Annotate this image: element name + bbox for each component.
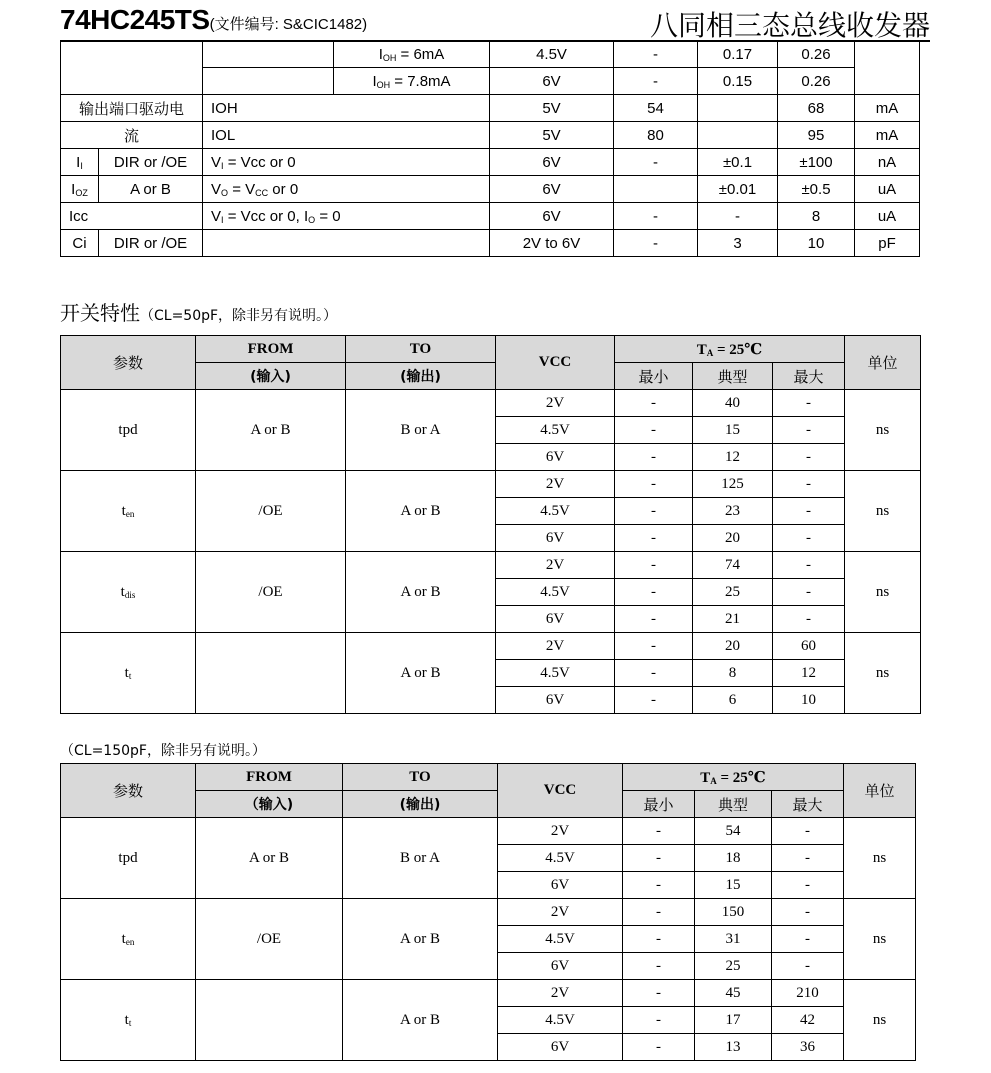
cell-min: - (615, 606, 693, 633)
table-cell: 95 (778, 122, 855, 149)
cell-min: - (615, 390, 693, 417)
cell-vcc: 4.5V (496, 498, 615, 525)
cell-unit: ns (844, 980, 916, 1061)
cell-min: - (623, 1034, 695, 1061)
table-cell: Icc (61, 203, 203, 230)
cell-min: - (615, 498, 693, 525)
table-cell (203, 68, 334, 95)
table-row (61, 203, 920, 230)
cell-vcc: 2V (496, 471, 615, 498)
table-row (61, 149, 920, 176)
col-header-to-cn: (输出) (400, 369, 441, 385)
cell-typ: 18 (695, 845, 772, 872)
table-cell: IOH (203, 95, 490, 122)
cell-min: - (615, 552, 693, 579)
table-cell: 68 (778, 95, 855, 122)
switching-table-150pf (60, 763, 916, 1061)
table-cell: 6V (490, 176, 614, 203)
cell-vcc: 2V (496, 633, 615, 660)
cell-to: B or A (343, 818, 498, 899)
cell-max: - (773, 606, 845, 633)
cell-typ: 20 (693, 525, 773, 552)
cell-from: /OE (196, 471, 346, 552)
table-row (61, 471, 921, 498)
table-cell: pF (855, 230, 920, 257)
col-header-to: TO (346, 336, 496, 363)
table-cell: 8 (778, 203, 855, 230)
col-header-typ: 典型 (693, 363, 773, 390)
cell-from: A or B (196, 390, 346, 471)
table-cell (698, 122, 778, 149)
table-cell: - (698, 203, 778, 230)
table-row (61, 552, 921, 579)
cell-param: tpd (61, 818, 196, 899)
cell-unit: ns (845, 390, 921, 471)
cell-max: - (773, 444, 845, 471)
cell-vcc: 6V (496, 606, 615, 633)
table-cell: mA (855, 122, 920, 149)
doc-number: (文件编号: S&CIC1482) (209, 16, 368, 33)
cell-typ: 40 (693, 390, 773, 417)
table-cell (203, 230, 490, 257)
col-header-vcc: VCC (496, 336, 615, 390)
cell-param: $t_{en}$ (61, 471, 196, 552)
cell-typ: 25 (693, 579, 773, 606)
table-cell: 0.26 (778, 68, 855, 95)
cell-max: - (773, 552, 845, 579)
col-header-unit: 单位 (845, 336, 921, 390)
cell-to: A or B (346, 471, 496, 552)
cell-typ: 21 (693, 606, 773, 633)
cell-vcc: 4.5V (498, 1007, 623, 1034)
table-row (61, 980, 916, 1007)
cell-from: A or B (196, 818, 343, 899)
cell-vcc: 4.5V (496, 660, 615, 687)
table-row (61, 818, 916, 845)
cell-vcc: 6V (498, 872, 623, 899)
table-cell: DIR or /OE (99, 230, 203, 257)
table-cell: 5V (490, 95, 614, 122)
table-cell: $I_{OH} = 7.8mA$ (334, 68, 490, 95)
table-header-row (61, 764, 916, 791)
col-header-from-cn: (输入) (250, 369, 291, 385)
cell-vcc: 6V (496, 687, 615, 714)
table-row (61, 633, 921, 660)
col-header-param: 参数 (61, 764, 196, 818)
cell-from (196, 980, 343, 1061)
switching-table-50pf (60, 335, 921, 714)
table-cell: - (614, 149, 698, 176)
cell-min: - (615, 660, 693, 687)
col-header-from-cn: （输入) (244, 797, 294, 813)
page-header (60, 4, 930, 42)
table-cell: 6V (490, 149, 614, 176)
col-header-ta: $T_A$ = 25℃ (615, 336, 845, 363)
cell-typ: 45 (695, 980, 772, 1007)
table-header-row (61, 336, 921, 363)
table-row (61, 899, 916, 926)
cell-max: - (772, 872, 844, 899)
cell-min: - (615, 444, 693, 471)
col-header-to: TO (343, 764, 498, 791)
table-cell: 0.17 (698, 41, 778, 68)
cell-unit: ns (845, 471, 921, 552)
col-header-vcc: VCC (498, 764, 623, 818)
cell-min: - (623, 845, 695, 872)
cell-min: - (623, 872, 695, 899)
cell-to: A or B (343, 899, 498, 980)
table-cell (698, 95, 778, 122)
cell-max: - (773, 417, 845, 444)
col-header-ta: $T_A$ = 25℃ (623, 764, 844, 791)
table-cell: mA (855, 95, 920, 122)
cell-unit: ns (844, 899, 916, 980)
cell-max: - (773, 579, 845, 606)
cell-min: - (615, 417, 693, 444)
col-header-max: 最大 (773, 363, 845, 390)
cell-typ: 8 (693, 660, 773, 687)
cell-typ: 20 (693, 633, 773, 660)
table-cell (61, 41, 203, 95)
cell-typ: 125 (693, 471, 773, 498)
table-cell: DIR or /OE (99, 149, 203, 176)
cell-min: - (615, 633, 693, 660)
col-header-unit: 单位 (844, 764, 916, 818)
table-cell: $I_I$ (61, 149, 99, 176)
table-cell (203, 41, 334, 68)
table-cell: - (614, 230, 698, 257)
table-cell: 3 (698, 230, 778, 257)
cell-vcc: 4.5V (496, 417, 615, 444)
cell-typ: 31 (695, 926, 772, 953)
cell-from (196, 633, 346, 714)
cell-min: - (615, 471, 693, 498)
table-cell: ±100 (778, 149, 855, 176)
cell-max: 10 (773, 687, 845, 714)
table-cell: Ci (61, 230, 99, 257)
cell-min: - (623, 818, 695, 845)
cell-vcc: 4.5V (496, 579, 615, 606)
table-cell: 0.15 (698, 68, 778, 95)
cell-max: 36 (772, 1034, 844, 1061)
cell-vcc: 2V (496, 390, 615, 417)
cell-to: A or B (343, 980, 498, 1061)
cell-max: 12 (773, 660, 845, 687)
table-cell: 输出端口驱动电 (61, 95, 203, 122)
part-number: 74HC245TS(文件编号: S&CIC1482) (60, 4, 368, 35)
cell-max: - (773, 390, 845, 417)
cell-param: $t_t$ (61, 633, 196, 714)
col-header-from: FROM (196, 336, 346, 363)
col-header-param: 参数 (61, 336, 196, 390)
section-title-switching: 开关特性（CL=50pF，除非另有说明。） (60, 301, 338, 325)
cell-max: - (772, 953, 844, 980)
cell-max: - (773, 525, 845, 552)
cell-typ: 15 (695, 872, 772, 899)
table-row (61, 390, 921, 417)
table-cell: ±0.01 (698, 176, 778, 203)
table-cell: A or B (99, 176, 203, 203)
cell-unit: ns (844, 818, 916, 899)
table-cell: uA (855, 176, 920, 203)
table-cell: $V_I$ = Vcc or 0 (203, 149, 490, 176)
table-cell: 5V (490, 122, 614, 149)
cell-vcc: 2V (496, 552, 615, 579)
cell-max: - (773, 471, 845, 498)
table-cell: 流 (61, 122, 203, 149)
cell-min: - (623, 1007, 695, 1034)
col-header-from: FROM (196, 764, 343, 791)
cell-vcc: 6V (498, 953, 623, 980)
cell-max: 210 (772, 980, 844, 1007)
table-cell: 6V (490, 68, 614, 95)
cell-max: - (772, 899, 844, 926)
table-cell: ±0.1 (698, 149, 778, 176)
cell-typ: 13 (695, 1034, 772, 1061)
table-cell: 0.26 (778, 41, 855, 68)
cell-from: /OE (196, 899, 343, 980)
cell-to: B or A (346, 390, 496, 471)
cell-typ: 74 (693, 552, 773, 579)
cell-min: - (615, 579, 693, 606)
col-header-min: 最小 (623, 791, 695, 818)
cell-min: - (615, 525, 693, 552)
table-cell: 80 (614, 122, 698, 149)
cell-max: - (772, 818, 844, 845)
table-cell: $I_{OZ}$ (61, 176, 99, 203)
section-condition: （CL=50pF，除非另有说明。） (140, 308, 338, 324)
dc-characteristics-table (60, 40, 920, 257)
col-header-typ: 典型 (695, 791, 772, 818)
cell-param: $t_{dis}$ (61, 552, 196, 633)
cell-typ: 17 (695, 1007, 772, 1034)
cell-vcc: 6V (498, 1034, 623, 1061)
cell-to: A or B (346, 552, 496, 633)
cell-max: 42 (772, 1007, 844, 1034)
table-row (61, 95, 920, 122)
cell-max: - (772, 926, 844, 953)
table-cell: $V_I$ = Vcc or 0, $I_O = 0$ (203, 203, 490, 230)
cell-min: - (623, 899, 695, 926)
table-cell: 2V to 6V (490, 230, 614, 257)
cell-max: 60 (773, 633, 845, 660)
cell-vcc: 4.5V (498, 845, 623, 872)
cell-typ: 15 (693, 417, 773, 444)
cell-vcc: 4.5V (498, 926, 623, 953)
table-cell: - (614, 68, 698, 95)
cell-unit: ns (845, 552, 921, 633)
table-cell: $V_O = V_{CC}$ or 0 (203, 176, 490, 203)
table-row (61, 122, 920, 149)
section-condition-150pf: （CL=150pF，除非另有说明。） (60, 743, 266, 759)
cell-to: A or B (346, 633, 496, 714)
cell-vcc: 2V (498, 980, 623, 1007)
cell-unit: ns (845, 633, 921, 714)
table-row (61, 230, 920, 257)
cell-vcc: 2V (498, 818, 623, 845)
table-cell: $I_{OH} = 6mA$ (334, 41, 490, 68)
cell-max: - (772, 845, 844, 872)
cell-max: - (773, 498, 845, 525)
table-cell: 4.5V (490, 41, 614, 68)
cell-param: $t_t$ (61, 980, 196, 1061)
cell-vcc: 6V (496, 525, 615, 552)
table-cell: - (614, 41, 698, 68)
table-cell (855, 41, 920, 95)
table-cell: 6V (490, 203, 614, 230)
cell-typ: 150 (695, 899, 772, 926)
col-header-min: 最小 (615, 363, 693, 390)
cell-min: - (623, 926, 695, 953)
table-row (61, 41, 920, 68)
table-cell: nA (855, 149, 920, 176)
cell-typ: 25 (695, 953, 772, 980)
page-title: 八同相三态总线收发器 (649, 9, 930, 42)
cell-min: - (623, 980, 695, 1007)
cell-from: /OE (196, 552, 346, 633)
cell-vcc: 6V (496, 444, 615, 471)
col-header-to-cn: (输出) (399, 797, 441, 813)
table-row (61, 176, 920, 203)
cell-vcc: 2V (498, 899, 623, 926)
col-header-max: 最大 (772, 791, 844, 818)
table-cell (614, 176, 698, 203)
cell-min: - (623, 953, 695, 980)
cell-typ: 23 (693, 498, 773, 525)
table-cell: uA (855, 203, 920, 230)
cell-min: - (615, 687, 693, 714)
table-cell: 54 (614, 95, 698, 122)
cell-typ: 54 (695, 818, 772, 845)
table-cell: - (614, 203, 698, 230)
table-cell: IOL (203, 122, 490, 149)
cell-typ: 12 (693, 444, 773, 471)
table-cell: ±0.5 (778, 176, 855, 203)
table-cell: 10 (778, 230, 855, 257)
cell-param: $t_{en}$ (61, 899, 196, 980)
cell-param: tpd (61, 390, 196, 471)
cell-typ: 6 (693, 687, 773, 714)
